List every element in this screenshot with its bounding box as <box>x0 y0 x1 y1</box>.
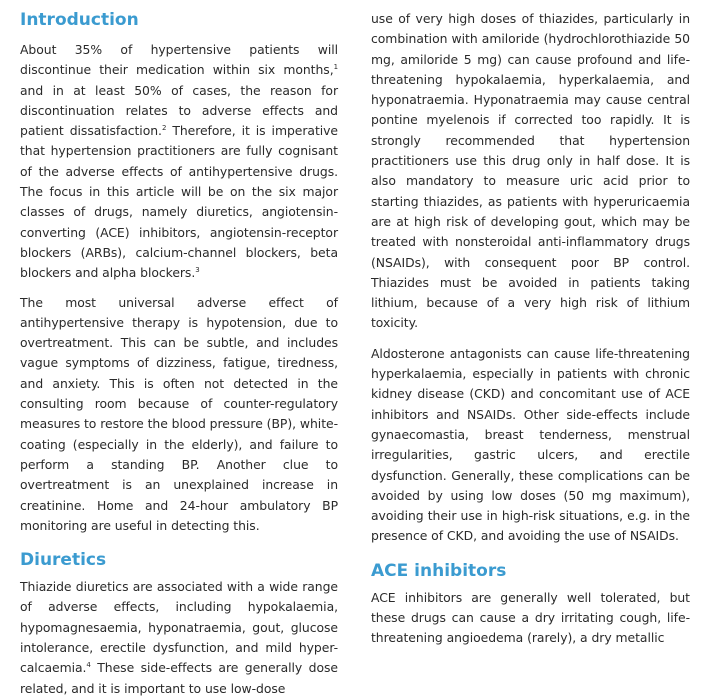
ace-inhibitors-paragraph-1: ACE inhibitors are generally well tolerated, but these drugs can cause a dry irritating cough, life-threatening angioedema (rarely), a dry metallic <box>371 589 690 646</box>
left-column <box>20 0 338 699</box>
introduction-paragraph-2: The most universal adverse effect of antihypertensive therapy is hypotension, due to overtreatment. This can be subtle, and includes vague symptoms of dizziness, fatigue, tiredness, and anxiety. This is often not detected in the consulting room because of counter-regulatory measures to restore the blood pressure (BP), white-coating (especially in the elderly), and failure to perform a standing BP. Another clue to overtreatment is an unexplained increase in creatinine. Home and 24-hour ambulatory BP monitoring are useful in detecting this. <box>20 294 338 533</box>
section-heading-introduction: Introduction <box>20 10 139 30</box>
citation-4: 4 <box>86 661 91 670</box>
diuretics-p1-text-2: These side-effects are generally dose related, and it is important to use low-dose <box>20 660 338 696</box>
right-column <box>371 9 690 649</box>
citation-3: 3 <box>195 266 200 275</box>
introduction-p1-text-2: and in at least 50% of cases, the reason for discontinuation relates to adverse effects and patient dissatisfaction. <box>20 82 338 139</box>
introduction-paragraph-1 <box>20 40 338 284</box>
aldosterone-paragraph: Aldosterone antagonists can cause life-threatening hyperkalaemia, especially in patients with chronic kidney disease (CKD) and concomitant use of ACE inhibitors and NSAIDs. Other side-effects include gynaecomastia, breast tenderness, menstrual irregularities, gastric ulcers, and erectile dysfunction. Generally, these complications can be avoided by using low doses (50 mg maximum), avoiding their use in high-risk situations, e.g. in the presence of CKD, and avoiding the use of NSAIDs. <box>371 345 690 544</box>
section-heading-ace-inhibitors: ACE inhibitors <box>371 560 507 581</box>
diuretics-p1-text-1: Thiazide diuretics are associated with a wide range of adverse effects, including hypokalaemia, hypomagnesaemia, hyponatraemia, gout, glucose intolerance, erectile dysfunction, and mild hyper-calcaemia. <box>20 579 338 676</box>
citation-1: 1 <box>333 63 338 72</box>
introduction-p1-text-3: Therefore, it is imperative that hypertension practitioners are fully cognisant of the adverse effects of antihypertensive drugs. The focus in this article will be on the six major classes of drugs, namely diuretics, angiotensin-converting (ACE) inhibitors, angiotensin-receptor blockers (ARBs), calcium-channel blockers, beta blockers and alpha blockers. <box>20 123 338 281</box>
diuretics-paragraph-1 <box>20 577 338 699</box>
citation-2: 2 <box>161 124 167 133</box>
introduction-p1-text-1: About 35% of hypertensive patients will discontinue their medication within six months, <box>20 42 338 78</box>
section-heading-diuretics: Diuretics <box>20 550 107 571</box>
thiazide-paragraph-continued: use of very high doses of thiazides, particularly in combination with amiloride (hydrochlorothiazide 50 mg, amiloride 5 mg) can cause profound and life-threatening hypokalaemia, hyperkalaemia, and hyponatraemia. Hyponatraemia may cause central pontine myelenois if corrected too rapidly. It is strongly recommended that hypertension practitioners use this drug only in half dose. It is also mandatory to measure uric acid prior to starting thiazides, as patients with hyperuricaemia are at high risk of developing gout, which may be treated with nonsteroidal anti-inflammatory drugs (NSAIDs), with consequent poor BP control. Thiazides must be avoided in patients taking lithium, because of a very high risk of lithium toxicity. <box>371 11 690 331</box>
